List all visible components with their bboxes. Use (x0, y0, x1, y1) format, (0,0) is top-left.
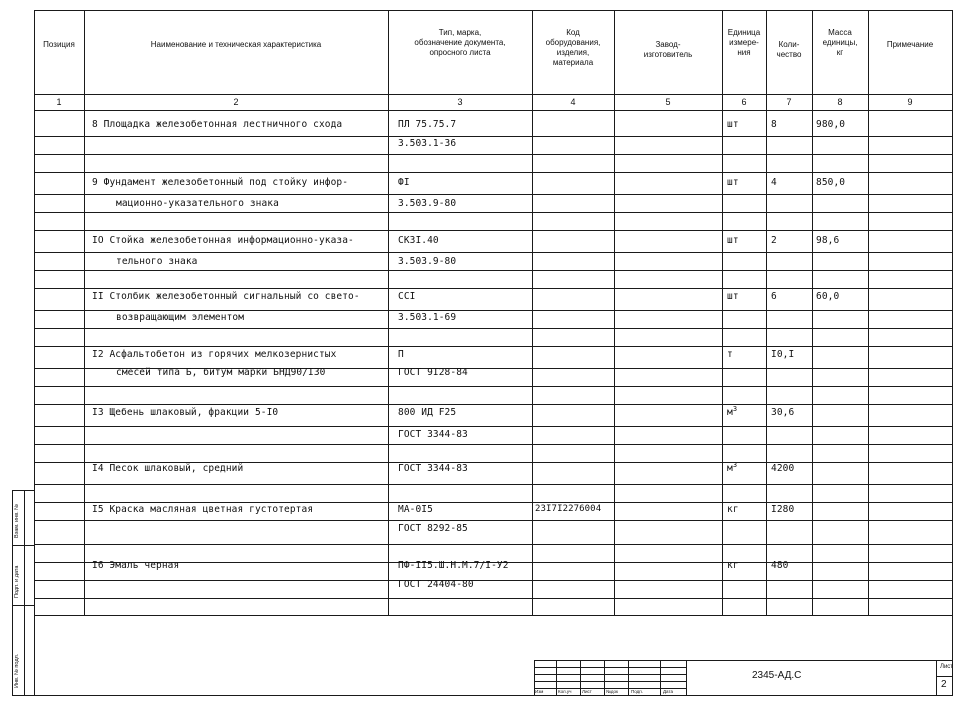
item-mass: 980,0 (816, 119, 846, 130)
title-block-line (580, 660, 581, 695)
item-mass: 850,0 (816, 177, 846, 188)
column-number-line (34, 110, 952, 111)
column-header: Единица измере- ния (727, 28, 761, 57)
item-type: ПЛ 75.75.7 (398, 119, 457, 130)
item-type: МА-0I5 (398, 504, 433, 515)
row-line (34, 520, 952, 521)
item-type: ГОСТ 8292-85 (398, 523, 468, 534)
strip-line (12, 605, 34, 606)
sheet-cell-divider (936, 676, 952, 677)
item-name: I2 Асфальтобетон из горячих мелкозернистых (92, 349, 337, 360)
item-type: ФI (398, 177, 410, 188)
table-bottom-line (34, 615, 952, 616)
row-line (34, 270, 952, 271)
item-name: IО Стойка железобетонная информационно-указа- (92, 235, 354, 246)
document-code: 2345-АД.С (752, 670, 802, 681)
item-name: II Столбик железобетонный сигнальный со свето- (92, 291, 360, 302)
row-line (34, 252, 952, 253)
item-unit (727, 405, 738, 418)
item-quantity: I280 (771, 504, 795, 515)
item-quantity: 4200 (771, 463, 795, 474)
row-line (34, 346, 952, 347)
item-quantity: 8 (771, 119, 777, 130)
row-line (34, 580, 952, 581)
stamp-row-line (534, 667, 686, 668)
item-type: СКЗI.40 (398, 235, 439, 246)
column-header: Коли- чество (776, 40, 802, 59)
side-label: Инв. № подл. (14, 653, 20, 688)
unit-superscript: 3 (732, 461, 738, 469)
unit-text: шт (727, 177, 739, 188)
strip-line (12, 545, 34, 546)
strip-right (24, 490, 25, 695)
item-type: 3.503.1-36 (398, 138, 457, 149)
row-line (34, 502, 952, 503)
row-line (34, 386, 952, 387)
row-line (34, 136, 952, 137)
column-number: 9 (907, 97, 913, 107)
item-unit (727, 505, 739, 515)
row-line (34, 154, 952, 155)
item-name: смесей типа Б, битум марки БНД90/I30 (116, 367, 326, 378)
row-line (34, 328, 952, 329)
column-header: Код оборудования, изделия, материала (545, 28, 601, 67)
column-number: 4 (570, 97, 576, 107)
frame-bottom (34, 695, 953, 696)
row-line (34, 544, 952, 545)
row-line (34, 172, 952, 173)
column-header: Масса единицы, кг (822, 28, 858, 57)
stamp-label: Лист (582, 689, 592, 694)
item-unit (727, 120, 739, 130)
title-block-line (686, 660, 687, 695)
side-label: Взам. инв. № (14, 503, 20, 538)
item-mass: 60,0 (816, 291, 840, 302)
item-code: 23I7I2276004 (535, 504, 602, 514)
item-quantity: 480 (771, 560, 789, 571)
unit-text: кг (727, 560, 739, 571)
item-type: 3.503.9-80 (398, 256, 457, 267)
column-number: 1 (56, 97, 62, 107)
item-name: 9 Фундамент железобетонный под стойку инфор- (92, 177, 349, 188)
header-bottom-line (34, 94, 952, 95)
item-type: ГОСТ 24404-80 (398, 579, 474, 590)
item-name: I5 Краска масляная цветная густотертая (92, 504, 314, 515)
stamp-label: Изм (535, 689, 544, 694)
side-label: Подп. и дата (14, 565, 20, 598)
column-number: 2 (233, 97, 239, 107)
row-line (34, 404, 952, 405)
item-unit (727, 561, 739, 571)
row-line (34, 444, 952, 445)
row-line (34, 230, 952, 231)
unit-text: кг (727, 504, 739, 515)
item-type: ССI (398, 291, 416, 302)
unit-text: шт (727, 119, 739, 130)
item-type: ГОСТ 3344-83 (398, 463, 468, 474)
strip-left (12, 490, 13, 695)
item-mass: 98,6 (816, 235, 840, 246)
item-name: возвращающим элементом (116, 312, 245, 323)
unit-text: м (727, 407, 733, 418)
column-number: 5 (665, 97, 671, 107)
item-quantity: 2 (771, 235, 777, 246)
row-line (34, 598, 952, 599)
item-type: ГОСТ 9I28-84 (398, 367, 468, 378)
frame-right (952, 10, 953, 695)
title-block-top (534, 660, 952, 661)
unit-text: т (727, 349, 733, 360)
row-line (34, 212, 952, 213)
column-header: Тип, марка, обозначение документа, опросного листа (414, 28, 506, 57)
row-line (34, 194, 952, 195)
stamp-label: №док (606, 689, 618, 694)
title-block-line (556, 660, 557, 695)
item-name: мационно-указательного знака (116, 198, 279, 209)
item-unit (727, 350, 733, 360)
column-number: 3 (457, 97, 463, 107)
sheet-cell-line (936, 660, 937, 695)
item-unit (727, 236, 739, 246)
column-number: 6 (741, 97, 747, 107)
column-header: Примечание (886, 40, 934, 49)
title-block-line (628, 660, 629, 695)
item-type: 800 ИД F25 (398, 407, 457, 418)
row-line (34, 484, 952, 485)
item-type: 3.503.1-69 (398, 312, 457, 323)
item-quantity: 4 (771, 177, 777, 188)
sheet-label: Лист (940, 664, 954, 670)
stamp-label: Подп. (631, 689, 643, 694)
unit-text: шт (727, 291, 739, 302)
item-quantity: 6 (771, 291, 777, 302)
item-type: ГОСТ 3344-83 (398, 429, 468, 440)
item-unit (727, 461, 738, 474)
stamp-label: Дата (663, 689, 673, 694)
item-type: П (398, 349, 404, 360)
column-number: 8 (837, 97, 843, 107)
frame-top (34, 10, 953, 11)
title-block-line (604, 660, 605, 695)
frame-left (34, 10, 35, 695)
item-name: I4 Песок шлаковый, средний (92, 463, 244, 474)
item-type: 3.503.9-80 (398, 198, 457, 209)
unit-superscript: 3 (732, 405, 738, 413)
sheet-number: 2 (941, 679, 947, 690)
item-name: I3 Щебень шлаковый, фракции 5-I0 (92, 407, 279, 418)
item-quantity: 30,6 (771, 407, 795, 418)
stamp-row-line (534, 674, 686, 675)
unit-text: м (727, 463, 733, 474)
item-unit (727, 178, 739, 188)
item-name: 8 Площадка железобетонная лестничного схода (92, 119, 343, 130)
stamp-row-line (534, 681, 686, 682)
title-block-line (660, 660, 661, 695)
column-header: Наименование и техническая характеристика (150, 40, 322, 49)
strip-line (12, 695, 34, 696)
row-line (34, 426, 952, 427)
item-type: ПФ-II5.Ш.Н.М.7/I-У2 (398, 560, 509, 571)
column-header: Завод- изготовитель (643, 40, 693, 59)
column-number: 7 (786, 97, 792, 107)
item-name: тельного знака (116, 256, 198, 267)
item-quantity: I0,I (771, 349, 795, 360)
row-line (34, 288, 952, 289)
strip-line (12, 490, 34, 491)
item-unit (727, 292, 739, 302)
unit-text: шт (727, 235, 739, 246)
stamp-label: Кол.уч (558, 689, 572, 694)
item-name: I6 Эмаль черная (92, 560, 180, 571)
row-line (34, 310, 952, 311)
column-header: Позиция (43, 40, 75, 49)
